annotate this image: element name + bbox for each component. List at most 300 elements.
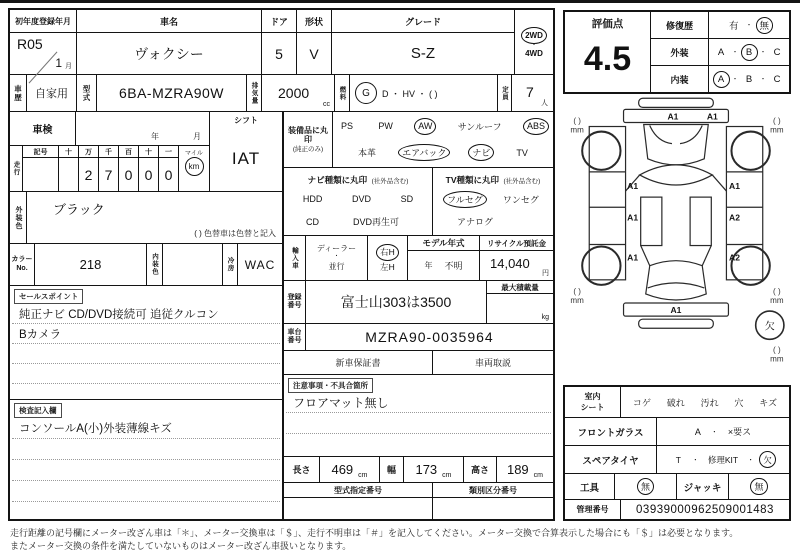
notes-tag-row (284, 375, 553, 393)
jack-value-cell (729, 474, 789, 499)
middle-column (284, 112, 553, 519)
model-year-value: 不明 (444, 261, 463, 271)
import-label: 輸入車 (291, 246, 298, 270)
exterior-grade-label: 外装 (651, 39, 709, 65)
bracket-bottom-right: ( ) (773, 286, 781, 296)
title-row (10, 10, 553, 75)
interior-grade-row (651, 66, 789, 92)
digit-head: 万 (79, 146, 98, 158)
tools-none: 無 (637, 478, 654, 495)
color-no-value: 218 (35, 244, 147, 285)
sheet-body (10, 112, 553, 519)
max-load-label: 最大積載量 (487, 281, 553, 294)
digit-head: 十 (139, 146, 158, 158)
management-number-value: 03939000962509001483 (636, 503, 774, 516)
model-code-label-cell (77, 75, 97, 111)
ruled-line (12, 481, 280, 502)
repair-history-values (709, 12, 789, 38)
tv-type-row2 (437, 211, 549, 234)
separator-dot: ・ (731, 76, 739, 83)
equip-tv: TV (516, 147, 528, 158)
damage-mark-left-3: A1 (627, 252, 639, 263)
car-name-value: ヴォクシー (134, 45, 204, 62)
inspector-note-line-1: コンソールA(小)外装薄線キズ (12, 418, 280, 439)
drive-4wd: 4WD (525, 48, 543, 58)
body-color-label: 外装色 (15, 205, 22, 230)
mileage-symbol-col (23, 146, 59, 191)
digit-value: 0 (164, 166, 173, 183)
navi-cd: CD (306, 216, 319, 227)
warranty-cell: 新車保証書 (284, 351, 433, 374)
seat-burn: コゲ (632, 397, 651, 408)
interior-b: B (745, 73, 753, 85)
displacement-cell (262, 75, 335, 111)
fuel-gasoline: G (355, 82, 377, 104)
bracket-bottom-left: ( ) (573, 286, 581, 296)
color-no-label-1: カラー (11, 256, 33, 264)
missing-part-mark: 欠 (764, 321, 775, 333)
mileage-digit-col (99, 146, 119, 191)
seat-items (621, 387, 789, 417)
fuel-label: 燃料 (338, 85, 346, 101)
inspection-mileage-row (10, 112, 282, 192)
equip-abs: ABS (523, 118, 549, 135)
spare-tire-values (657, 446, 789, 473)
recycle-cell (480, 236, 553, 280)
separator-dot: ・ (691, 456, 699, 464)
body-color-value: ブラック (53, 202, 105, 217)
model-spec-number-label: 型式指定番号 (284, 483, 433, 497)
interior-color-label: 内装色 (151, 253, 158, 276)
mileage-digit-col (159, 146, 179, 191)
mileage-label: 走行 (12, 161, 20, 176)
dimensions-row (284, 457, 553, 483)
capacity-value: 7 (526, 84, 534, 100)
scan-top-edge (0, 0, 800, 3)
door-label: ドア (262, 10, 296, 33)
tv-type-header (437, 170, 549, 188)
type-numbers-header (284, 483, 553, 498)
ruled-line (10, 502, 282, 519)
interior-grade-values (709, 66, 789, 92)
windshield-label: フロントガラス (565, 418, 657, 445)
door-cell (262, 10, 297, 74)
sales-points-label: セールスポイント (14, 289, 83, 304)
shift-value: IAT (231, 148, 261, 168)
bracket-top-right: ( ) (773, 116, 781, 126)
max-load-value-area (487, 294, 553, 323)
car-name-label: 車名 (77, 10, 261, 33)
score-grades (651, 12, 789, 92)
score-cell (565, 12, 651, 92)
navi-dvd: DVD (351, 194, 371, 205)
mileage-digit-col (79, 146, 99, 191)
inspection-month-label: 月 (193, 132, 201, 141)
ruled-line (10, 384, 282, 399)
seat-stain: 汚れ (700, 397, 719, 408)
class-number-label: 類別区分番号 (469, 485, 517, 495)
max-load-unit: kg (541, 314, 549, 321)
grade-label: グレード (332, 10, 514, 33)
inspection-row (10, 112, 209, 146)
drive-2wd: 2WD (521, 27, 547, 44)
equip-pw: PW (378, 121, 393, 132)
car-outline-drawing (561, 96, 793, 386)
equip-aw: AW (414, 118, 436, 135)
bracket-missing: ( ) (773, 345, 781, 355)
windshield-row (565, 418, 789, 446)
recycle-unit: 円 (542, 270, 549, 277)
navi-type-label: ナビ種類に丸印 (307, 175, 368, 185)
ruled-line (286, 413, 551, 434)
bracket-top-left: ( ) (573, 116, 581, 126)
first-registration-cell (10, 10, 77, 74)
drive-type-cell (515, 10, 553, 74)
color-no-label-2: No. (16, 264, 28, 272)
chassis-label-cell (284, 324, 306, 350)
mileage-digit-col (139, 146, 159, 191)
history-value: 自家用 (27, 75, 77, 111)
import-row (284, 236, 553, 281)
navi-tv-row (284, 168, 553, 236)
capacity-cell (512, 75, 553, 111)
repair-no: 無 (756, 17, 774, 34)
import-label-cell (284, 236, 306, 280)
displacement-label-cell (247, 75, 262, 111)
damage-mark-front-1: A1 (667, 111, 679, 122)
type-numbers-values (284, 498, 553, 519)
spare-tire-label: スペアタイヤ (565, 446, 657, 473)
grade-value: S-Z (410, 45, 436, 62)
spare-tire-row (565, 446, 789, 474)
ruled-line (12, 460, 280, 481)
digit-head: 十 (59, 146, 78, 158)
inspection-mileage-block (10, 112, 210, 191)
notes-label: 注意事項・不具合箇所 (288, 378, 373, 393)
shape-cell (297, 10, 332, 74)
registration-label-2: 番号 (287, 302, 302, 309)
ac-value: WAC (244, 257, 276, 272)
chassis-row (284, 324, 553, 351)
fuel-label-cell (335, 75, 350, 111)
seat-label-2: シート (580, 403, 605, 412)
inspection-date-cell (76, 112, 209, 145)
windshield-values (657, 418, 789, 445)
first-registration-label: 初年度登録年月 (10, 10, 76, 33)
registration-row (284, 281, 553, 324)
length-label: 長さ (284, 457, 320, 482)
handle-cell (368, 236, 408, 280)
seat-row (565, 387, 789, 418)
manual-cell: 車両取説 (474, 358, 511, 368)
navi-sd: SD (400, 194, 414, 205)
ac-label-cell (223, 244, 238, 285)
chassis-value: MZRA90-0035964 (365, 329, 494, 345)
ruled-line (12, 364, 280, 384)
recycle-value: 14,040 (490, 256, 530, 271)
seat-hole: 穴 (734, 397, 744, 408)
docs-row (284, 351, 553, 375)
chassis-label-1: 車台 (287, 328, 302, 336)
interior-color-value (163, 244, 223, 285)
model-year-label: モデル年式 (408, 236, 479, 251)
first-registration-value (10, 33, 76, 74)
reg-month: 1 (55, 56, 62, 70)
damage-mark-front-2: A1 (706, 111, 718, 122)
sales-point-line-1: 純正ナビ CD/DVD接続可 追従クルコン (12, 304, 280, 324)
spare-missing: 欠 (759, 451, 776, 468)
fuel-other-options: D ・ HV ・ ( ) (382, 88, 438, 99)
unit-missing: mm (770, 354, 784, 364)
grade-cell (332, 10, 515, 74)
digit-value (59, 158, 78, 191)
footer-notes (10, 527, 792, 553)
spec-row (10, 75, 553, 112)
equipment-row (284, 112, 553, 168)
tv-type-sub: (社外品含む) (503, 178, 541, 185)
navi-hdd: HDD (302, 194, 323, 205)
seat-tear: 破れ (666, 397, 685, 408)
capacity-label-cell (498, 75, 512, 111)
inspection-label: 車検 (10, 112, 76, 145)
displacement-value: 2000 (278, 85, 310, 101)
damage-diagram (561, 96, 793, 386)
unit-top-left: mm (570, 125, 584, 135)
type-numbers-row (284, 483, 553, 519)
equipment-items (333, 112, 553, 167)
door-value: 5 (275, 45, 283, 62)
height-unit: cm (533, 472, 544, 479)
navi-type-header (288, 170, 428, 188)
equip-ps: PS (341, 121, 354, 132)
drive-dot: ・ (530, 42, 537, 49)
navi-type-cell (284, 168, 433, 235)
inspector-notes-box (10, 400, 282, 519)
condition-table (563, 385, 791, 521)
repair-yes: 有 (728, 21, 739, 32)
body-color-cell (27, 192, 282, 243)
digit-head: 一 (159, 146, 178, 158)
equipment-sub-label: (純正のみ) (292, 146, 324, 154)
import-dot: ・ (333, 254, 340, 261)
history-label-cell (10, 75, 27, 111)
seat-label-1: 室内 (584, 392, 601, 401)
vehicle-sheet (8, 8, 555, 521)
capacity-label: 定員 (501, 85, 508, 101)
seat-label-cell (565, 387, 621, 417)
height-cell (497, 457, 553, 482)
exterior-grade-row (651, 39, 789, 66)
sales-points-tag-row (10, 286, 282, 304)
exterior-grade-values (709, 39, 789, 65)
car-name-cell (77, 10, 262, 74)
recycle-value-area (480, 251, 553, 280)
digit-value: 0 (124, 166, 133, 183)
reg-month-unit: 月 (65, 63, 72, 70)
reg-year: R05 (17, 36, 43, 52)
handle-right: 右H (376, 244, 399, 261)
separator-dot: ・ (745, 22, 753, 29)
navi-type-sub: (社外品含む) (371, 178, 409, 185)
capacity-unit: 人 (541, 100, 548, 107)
windshield-a: A (694, 426, 701, 437)
damage-mark-left-2: A1 (627, 212, 639, 223)
tools-label: 工具 (565, 474, 615, 499)
unit-top-right: mm (770, 125, 784, 135)
width-unit: cm (442, 472, 452, 479)
ruled-line (12, 439, 280, 460)
displacement-label: 排気量 (250, 81, 258, 105)
spare-repair-kit: 修理KIT (707, 454, 739, 465)
class-number-value (433, 498, 553, 519)
footer-line-1: 走行距離の記号欄にメーター改ざん車は「＊」、メーター交換車は「＄」、走行不明車は「＃」を記入してください。メーター交換で合算表示した場合にも「＄」は必要となります。 (10, 528, 739, 538)
score-label: 評価点 (591, 18, 624, 30)
footer-line-2: またメーター交換の条件を満たしていないものはメーター改ざん車扱いとなります。 (10, 541, 352, 551)
model-year-unit: 年 (424, 261, 433, 270)
height-label: 高さ (464, 457, 497, 482)
tv-fullseg: フルセグ (443, 191, 487, 208)
damage-mark-rear: A1 (670, 305, 682, 316)
unit-bottom-left: mm (570, 296, 584, 306)
mileage-digit-col (119, 146, 139, 191)
equipment-label: 装備品に丸印 (288, 125, 328, 144)
shape-value: V (309, 45, 319, 62)
registration-label-1: 登録 (287, 293, 302, 301)
recycle-label: リサイクル預託金 (480, 236, 553, 251)
digit-value: 2 (84, 166, 93, 183)
width-label: 幅 (380, 457, 404, 482)
sales-points-box (10, 286, 282, 400)
interior-a: A (713, 71, 730, 88)
damage-mark-right-2: A2 (729, 212, 740, 223)
exterior-b: B (741, 44, 758, 61)
width-cell (404, 457, 464, 482)
equipment-label-cell (284, 112, 333, 167)
separator-dot: ・ (747, 456, 755, 464)
mileage-label-cell (10, 146, 23, 191)
left-column (10, 112, 284, 519)
seat-scratch: キズ (759, 397, 778, 408)
tv-type-label: TV種類に丸印 (445, 175, 500, 185)
exterior-c: C (773, 46, 781, 58)
equipment-items-row1 (337, 118, 549, 135)
color-no-row (10, 244, 282, 286)
tv-type-row1 (437, 188, 549, 211)
registration-label-cell (284, 281, 306, 323)
management-number-label: 管理番号 (565, 500, 621, 519)
shift-label: シフト (234, 116, 258, 125)
equip-leather: 本革 (358, 148, 377, 159)
separator-dot: ・ (759, 76, 767, 83)
model-year-cell (408, 236, 480, 280)
separator-dot: ・ (731, 49, 739, 56)
inspector-notes-label: 検査記入欄 (14, 403, 62, 418)
ruled-line (12, 344, 280, 364)
tools-value-cell (615, 474, 677, 499)
separator-dot: ・ (759, 49, 767, 56)
repair-history-label: 修復歴 (651, 12, 709, 38)
length-unit: cm (358, 472, 368, 479)
score-panel (563, 10, 791, 94)
chassis-label-2: 番号 (287, 337, 302, 344)
import-dealer-cell (306, 236, 368, 280)
separator-dot: ・ (710, 428, 718, 436)
navi-dvd-play: DVD再生可 (353, 217, 400, 228)
body-color-note: ( ) 色替車は色替と記入 (194, 229, 276, 238)
body-color-label-cell (10, 192, 27, 243)
notes-box (284, 375, 553, 457)
tv-analog: アナログ (457, 217, 494, 228)
height-value: 189 (506, 462, 529, 477)
model-year-value-row (408, 251, 479, 280)
digit-head: 百 (119, 146, 138, 158)
shift-cell (210, 112, 282, 191)
damage-mark-right-3: A2 (729, 252, 740, 263)
spare-t: T (675, 454, 681, 465)
handle-left: 左H (380, 261, 395, 272)
import-parallel: 並行 (328, 261, 345, 271)
score-value: 4.5 (583, 40, 632, 78)
jack-label: ジャッキ (677, 474, 729, 499)
displacement-unit: cc (323, 101, 330, 108)
exterior-a: A (717, 46, 725, 58)
equip-sunroof: サンルーフ (457, 121, 502, 132)
mileage-digit-col (59, 146, 79, 191)
km-unit: km (185, 157, 204, 176)
ruled-line (284, 434, 553, 456)
model-code-value: 6BA-MZRA90W (97, 75, 247, 111)
inspector-notes-tag-row (10, 400, 282, 418)
interior-c: C (773, 73, 781, 85)
equip-airbag: エアバック (398, 144, 450, 161)
interior-color-label-cell (147, 244, 163, 285)
mile-label: マイル (185, 151, 203, 157)
damage-mark-left-1: A1 (627, 181, 639, 192)
digit-value: 7 (104, 166, 113, 183)
equipment-items-row2 (337, 144, 549, 161)
tv-oneseg: ワンセグ (502, 194, 539, 205)
sales-point-line-2: Bカメラ (12, 324, 280, 344)
fuel-cell (350, 75, 498, 111)
shape-label: 形状 (297, 10, 331, 33)
damage-mark-right-1: A1 (729, 181, 740, 192)
tools-row (565, 474, 789, 500)
length-cell (320, 457, 380, 482)
tv-type-cell (433, 168, 553, 235)
mileage-row (10, 146, 209, 191)
unit-bottom-right: mm (770, 296, 784, 306)
repair-history-row (651, 12, 789, 39)
notes-line-1: フロアマット無し (286, 393, 551, 413)
ac-label: 冷房 (226, 257, 234, 272)
registration-value: 富士山303は3500 (306, 281, 487, 323)
digit-value: 0 (144, 166, 153, 183)
import-dealer: ディーラー (316, 244, 357, 254)
navi-type-row2 (288, 211, 428, 234)
windshield-x: ×要ス (727, 427, 752, 437)
model-spec-number-value (284, 498, 433, 519)
mileage-unit-cell (179, 146, 209, 191)
digit-head: 千 (99, 146, 118, 158)
mileage-symbol-label: 記号 (23, 146, 58, 158)
length-value: 469 (331, 462, 354, 477)
width-value: 173 (415, 462, 438, 477)
interior-grade-label: 内装 (651, 66, 709, 92)
color-no-label-cell (10, 244, 35, 285)
body-color-row (10, 192, 282, 244)
inspection-year-label: 年 (151, 132, 159, 141)
management-number-row (565, 500, 789, 519)
